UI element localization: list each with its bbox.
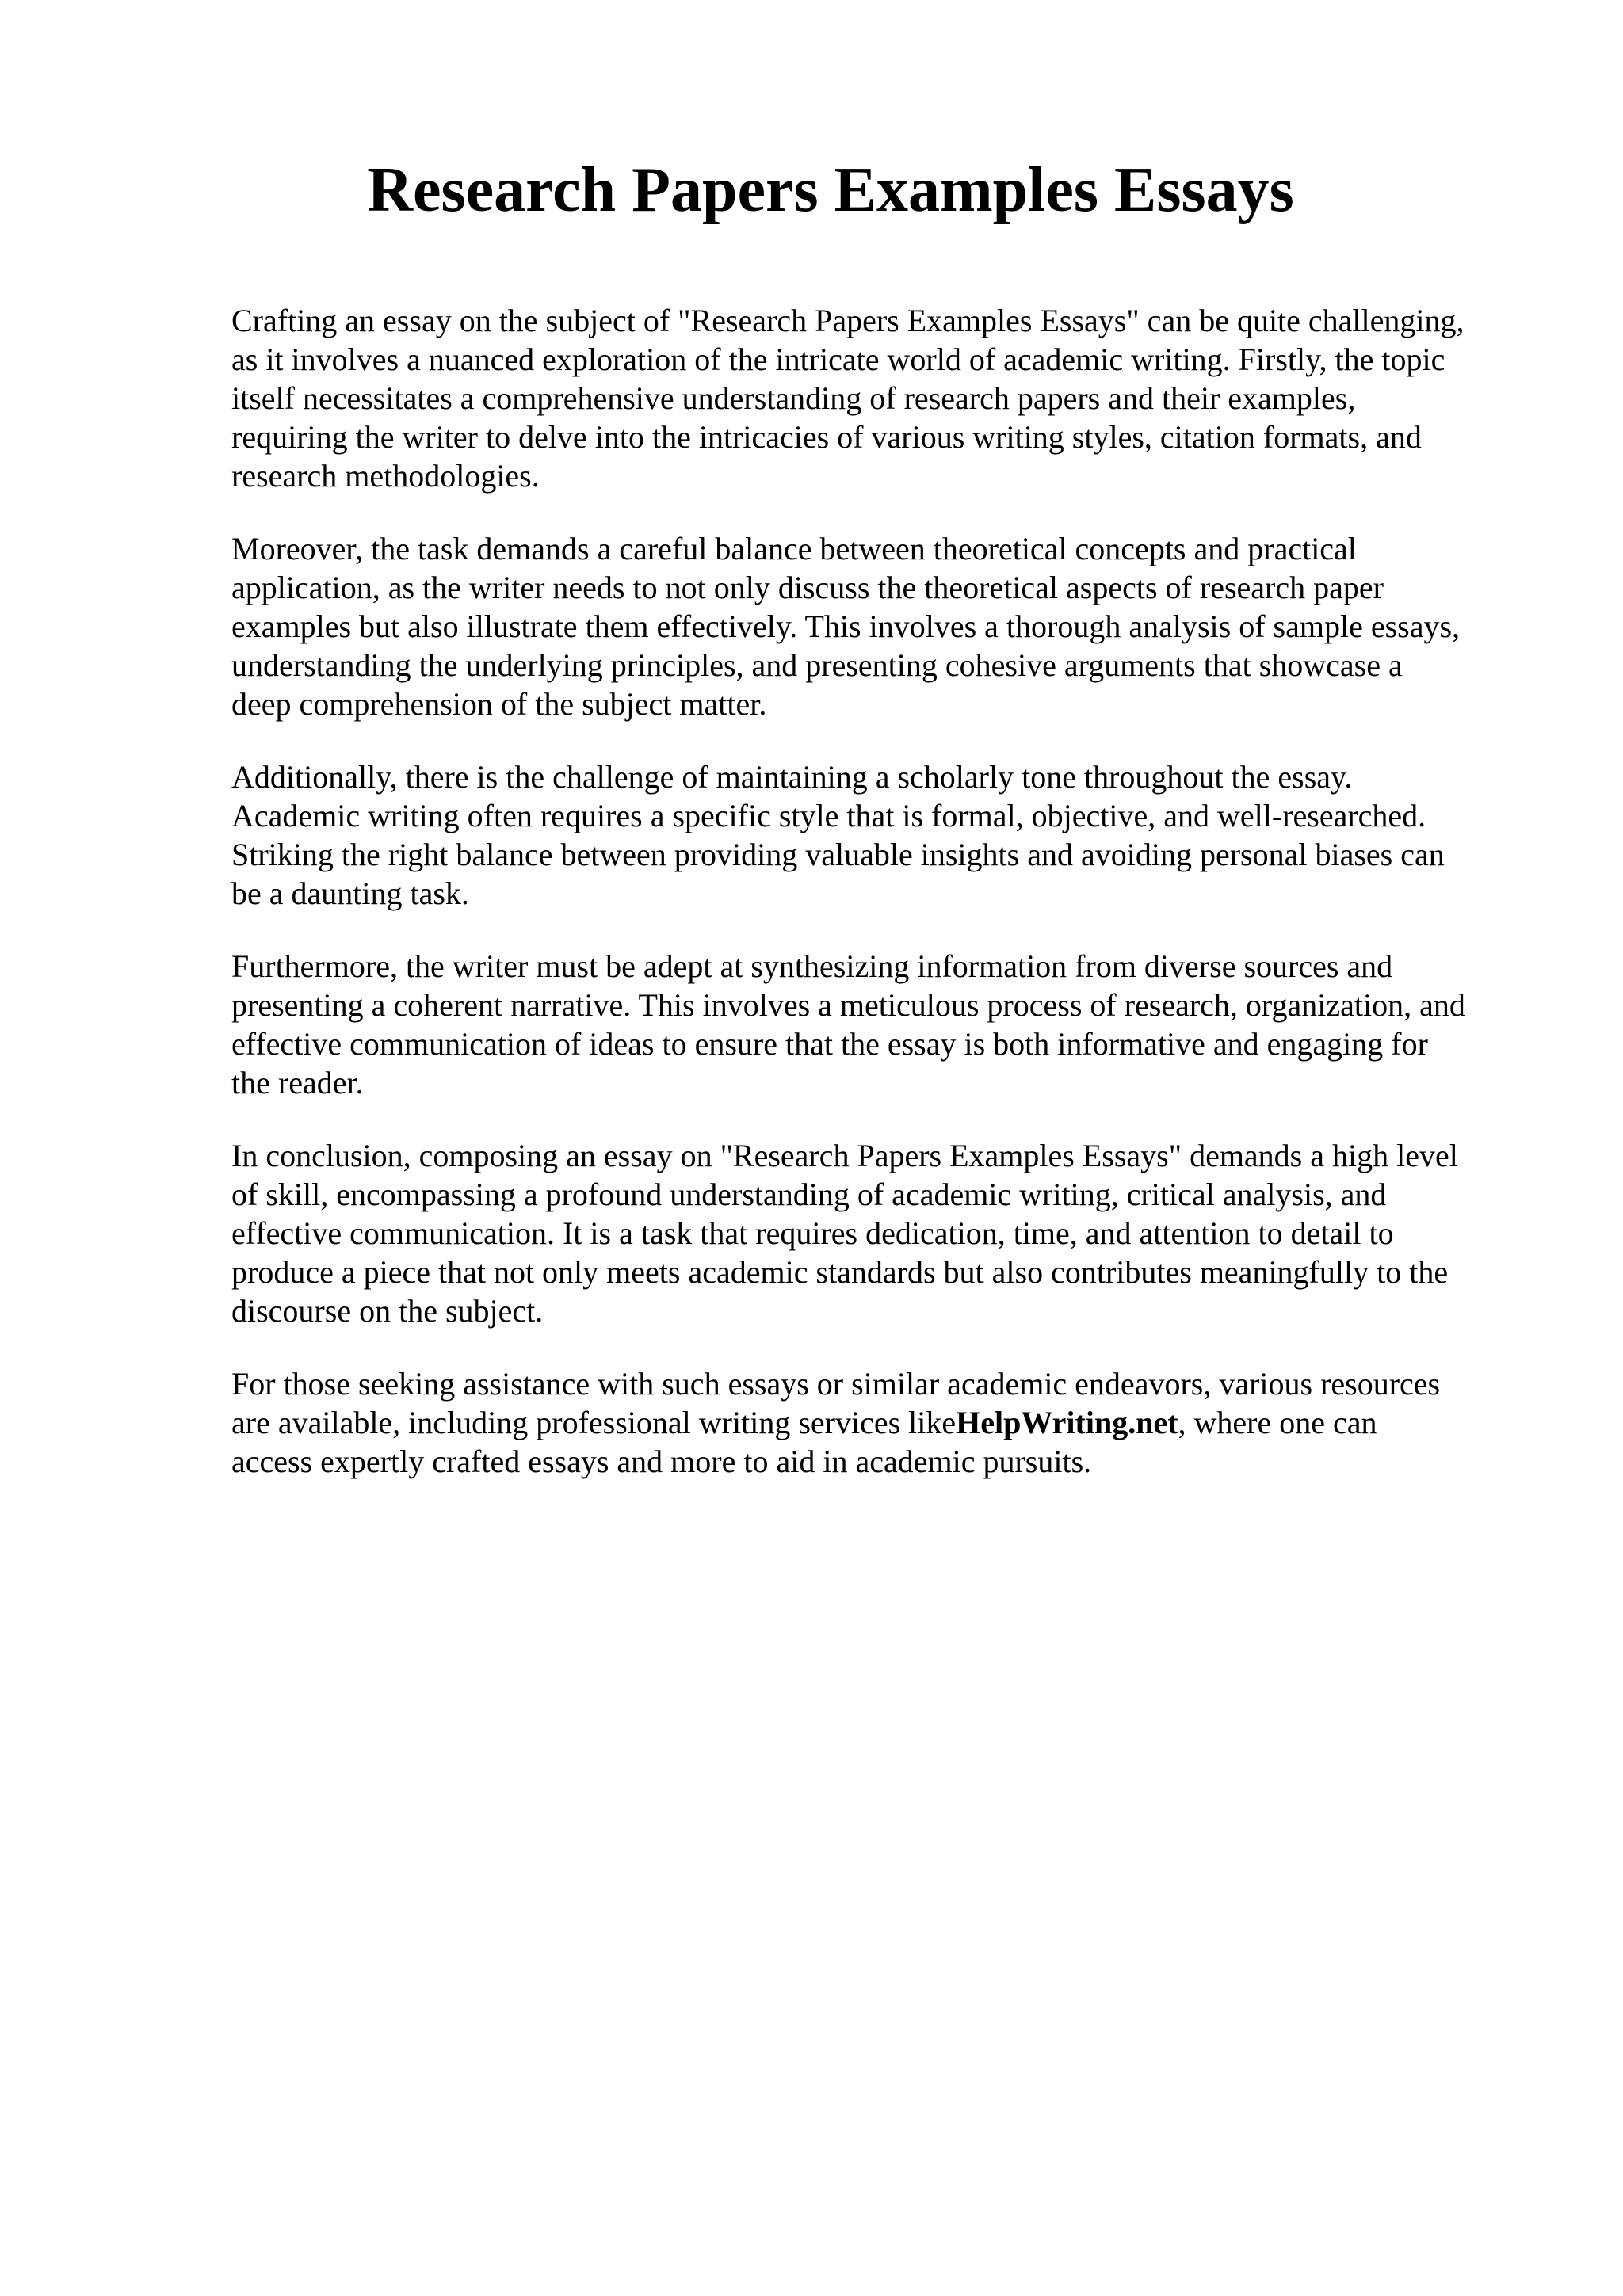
paragraph-5 [231,1136,1531,1330]
paragraph-line: application, as the writer needs to not only discuss the theoretical aspects of research paper [231,570,1384,605]
paragraph-line: of skill, encompassing a profound understanding of academic writing, critical analysis, and [231,1177,1387,1212]
paragraph-line: Striking the right balance between providing valuable insights and avoiding personal biases can [231,837,1445,872]
paragraph-line: discourse on the subject. [231,1293,544,1329]
paragraph-line: Academic writing often requires a specific style that is formal, objective, and well-researched. [231,798,1426,833]
paragraph-line-with-link [231,1403,1531,1442]
document-body [231,301,1531,1515]
paragraph-line: the reader. [231,1065,364,1100]
paragraph-line: understanding the underlying principles, and presenting cohesive arguments that showcase a [231,647,1403,683]
paragraph-line: examples but also illustrate them effectively. This involves a thorough analysis of sample essays, [231,608,1461,644]
paragraph-line: For those seeking assistance with such essays or similar academic endeavors, various resources [231,1366,1441,1402]
paragraph-line: Furthermore, the writer must be adept at synthesizing information from diverse sources and [231,948,1393,984]
paragraph-line: access expertly crafted essays and more to aid in academic pursuits. [231,1444,1092,1479]
paragraph-line: Additionally, there is the challenge of maintaining a scholarly tone throughout the essay. [231,759,1353,795]
paragraph-line: deep comprehension of the subject matter. [231,686,767,722]
paragraph-2 [231,529,1531,723]
document-title: Research Papers Examples Essays [367,155,1294,225]
paragraph-line: as it involves a nuanced exploration of the intricate world of academic writing. Firstly, the topic [231,341,1445,377]
paragraph-4 [231,947,1531,1102]
paragraph-text: , where one can [1178,1405,1377,1440]
paragraph-line: produce a piece that not only meets academic standards but also contributes meaningfully to the [231,1254,1449,1290]
paragraph-6 [231,1364,1531,1481]
paragraph-line: research methodologies. [231,458,540,494]
paragraph-text: are available, including professional writing services like [231,1405,957,1440]
paragraph-line: Crafting an essay on the subject of "Research Papers Examples Essays" can be quite challenging, [231,303,1465,338]
paragraph-line: effective communication. It is a task that requires dedication, time, and attention to detail to [231,1215,1394,1251]
paragraph-line: be a daunting task. [231,875,469,911]
paragraph-3 [231,757,1531,913]
paragraph-line: requiring the writer to delve into the intricacies of various writing styles, citation formats, and [231,419,1422,455]
paragraph-line: effective communication of ideas to ensure that the essay is both informative and engaging for [231,1026,1428,1062]
paragraph-1 [231,301,1531,495]
paragraph-line: presenting a coherent narrative. This involves a meticulous process of research, organization, and [231,987,1465,1023]
paragraph-line: In conclusion, composing an essay on "Research Papers Examples Essays" demands a high level [231,1138,1458,1173]
paragraph-line: Moreover, the task demands a careful balance between theoretical concepts and practical [231,531,1357,566]
paragraph-line: itself necessitates a comprehensive understanding of research papers and their examples, [231,380,1356,416]
helpwriting-link[interactable]: HelpWriting.net [956,1405,1178,1440]
